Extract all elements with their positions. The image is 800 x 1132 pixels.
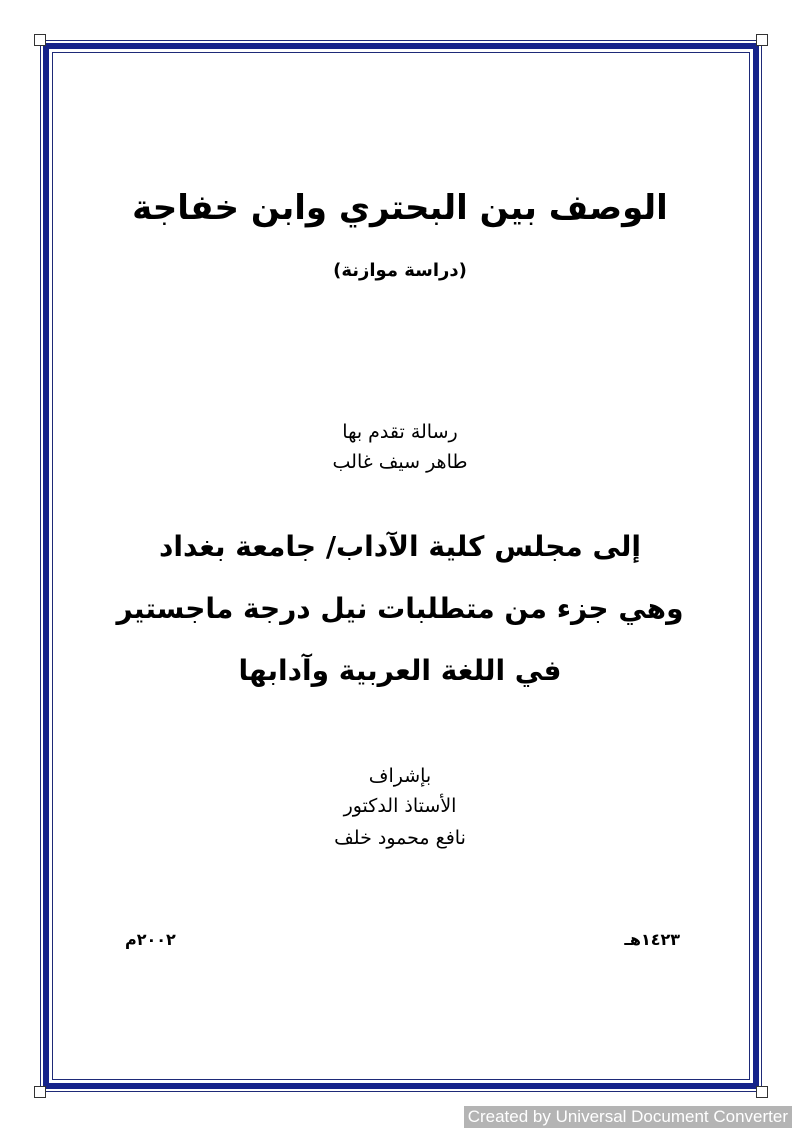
degree-requirement-line: وهي جزء من متطلبات نيل درجة ماجستير	[116, 592, 684, 625]
thesis-subtitle: (دراسة موازنة)	[333, 260, 467, 281]
converter-watermark: Created by Universal Document Converter	[464, 1106, 792, 1128]
frame-corner-top-left	[34, 34, 46, 46]
date-hijri: ١٤٢٣هـ	[624, 930, 680, 949]
thesis-title: الوصف بين البحتري وابن خفاجة	[132, 188, 668, 228]
field-of-study-line: في اللغة العربية وآدابها	[238, 654, 562, 687]
author-name: طاهر سيف غالب	[332, 451, 468, 473]
date-gregorian: ٢٠٠٢م	[125, 930, 176, 949]
frame-corner-top-right	[756, 34, 768, 46]
submission-council-line: إلى مجلس كلية الآداب/ جامعة بغداد	[159, 530, 641, 563]
submitted-by-label: رسالة تقدم بها	[342, 421, 458, 443]
frame-corner-bottom-right	[756, 1086, 768, 1098]
supervisor-title: الأستاذ الدكتور	[343, 795, 457, 817]
supervision-label: بإشراف	[368, 765, 432, 787]
supervisor-name: نافع محمود خلف	[334, 827, 466, 849]
frame-corner-bottom-left	[34, 1086, 46, 1098]
